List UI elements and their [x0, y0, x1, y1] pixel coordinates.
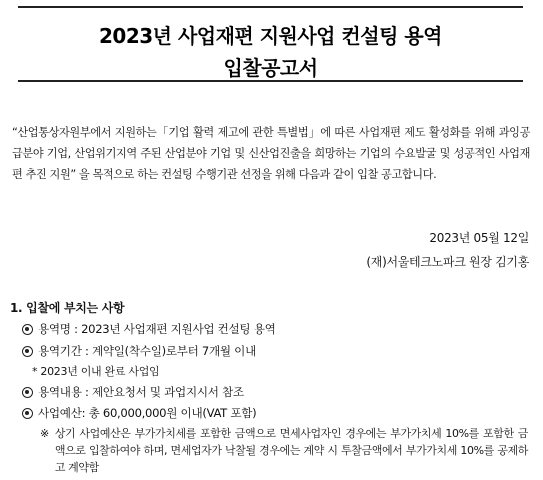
circle-bullet-icon — [22, 324, 33, 335]
issuing-organization: (재)서울테크노파크 원장 김기홍 — [366, 255, 529, 269]
period-sub-note: * 2023년 이내 완료 사업임 — [32, 365, 160, 378]
reference-mark-icon: ※ — [40, 427, 49, 440]
list-item-service-content — [22, 384, 244, 400]
list-item-text: 용역내용 : 제안요청서 및 과업지시서 참조 — [38, 385, 244, 399]
list-item-service-period — [22, 343, 256, 359]
budget-note-text: 상기 사업예산은 부가가치세를 포함한 금액으로 면세사업자인 경우에는 부가가치세 10%를 포함한 금액으로 입찰하여야 하며, 면세업자가 낙찰될 경우에는 계약 시 투찰금액에서 부가가치세 10%를 공제하고 계약함 — [54, 427, 528, 474]
circle-bullet-icon — [22, 346, 33, 357]
section-heading: 1. 입찰에 부치는 사항 — [10, 301, 125, 315]
list-item-text: 용역기간 : 계약일(착수일)로부터 7개월 이내 — [38, 344, 256, 358]
intro-paragraph: “산업통상자원부에서 지원하는「기업 활력 제고에 관한 특별법」에 따른 사업재편 제도 활성화를 위해 과잉공급분야 기업, 산업위기지역 주된 산업분야 기업 및 신산업진출을 희망하는 기업의 수요발굴 및 성공적인 사업재편 추진 지원” 을 목적으로 하는 컨설팅 수행기관 선정을 위해 다음과 같이 입찰 공고합니다. — [12, 126, 530, 181]
list-item-text: 사업예산: 총 60,000,000원 이내(VAT 포함) — [38, 406, 257, 420]
budget-note — [40, 425, 528, 476]
title-box — [18, 6, 523, 82]
list-item-text: 용역명 : 2023년 사업재편 지원사업 컨설팅 용역 — [38, 322, 276, 336]
list-item-service-name — [22, 321, 276, 337]
circle-bullet-icon — [22, 408, 33, 419]
document-title: 2023년 사업재편 지원사업 컨설팅 용역 — [99, 24, 442, 48]
circle-bullet-icon — [22, 387, 33, 398]
document-subtitle: 입찰공고서 — [223, 56, 318, 80]
list-item-budget — [22, 405, 256, 421]
announcement-date: 2023년 05월 12일 — [429, 231, 529, 245]
